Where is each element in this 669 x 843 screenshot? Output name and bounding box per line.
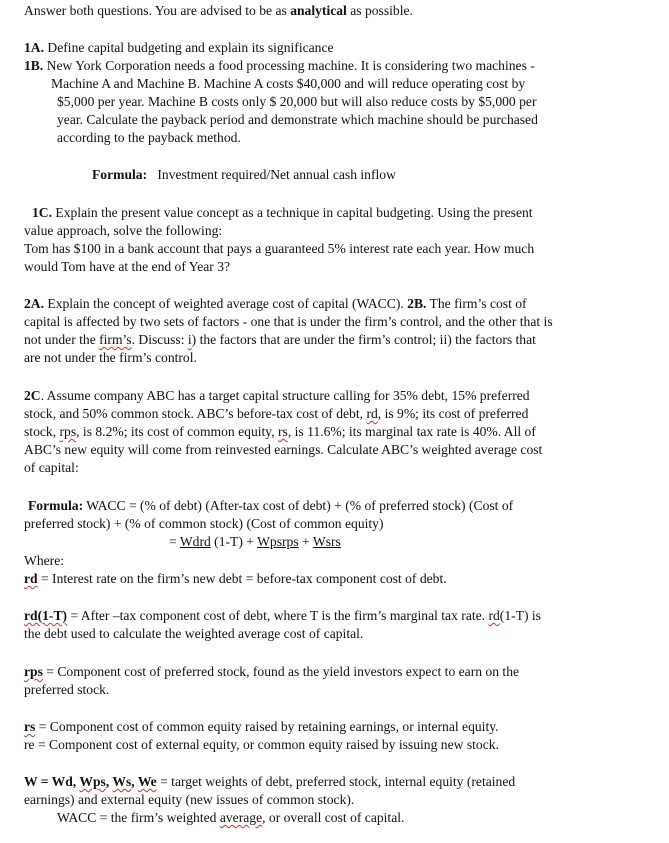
question-2c: 2C. Assume company ABC has a target capital structure calling for 35% debt, 15% preferred stock, and 50% common stock. ABC’s before-tax cost of debt, rd, is 9%; its cost of preferred stock, rps, is 8.2%; its cost of common equity, rs, is 11.6%; its marginal tax rate is 40%. All of ABC’s new equity will come from reinvested earnings. Calculate ABC’s weighted average cost of capital: [24, 388, 543, 475]
instructions: Answer both questions. You are advised to be as analytical as possible. [24, 3, 413, 18]
def-rd-1-t: rd(1-T) = After –tax component cost of debt, where T is the firm’s marginal tax rate. rd(1-T) is the debt used to calculate the weighted average cost of capital. [24, 608, 541, 641]
question-1c: 1C. Explain the present value concept as a technique in capital budgeting. Using the present value approach, solve the following: Tom has $100 in a bank account that pays a guaranteed 5% interest rate each year. How much would Tom have at the end of Year 3? [24, 205, 535, 274]
question-2a-2b: 2A. Explain the concept of weighted average cost of capital (WACC). 2B. The firm’s cost of capital is affected by two sets of factors - one that is under the firm’s control, and the other that is not under the firm’s. Discuss: i) the factors that are under the firm’s control; ii) the factors that are not under the firm’s control. [24, 296, 553, 365]
def-rps: rps = Component cost of preferred stock, found as the yield investors expect to earn on the preferred stock. [24, 664, 520, 697]
payback-formula: Formula: Investment required/Net annual cash inflow [92, 167, 396, 182]
question-1a: 1A. Define capital budgeting and explain its significance [24, 40, 334, 55]
question-1b: 1B. New York Corporation needs a food processing machine. It is considering two machines - Machine A and Machine B. Machine A costs $40,000 and will reduce operating cost by $5,000 per year. Machine B costs only $ 20,000 but will also reduce costs by $5,000 per year. Calculate the payback period and demonstrate which machine should be purchased according to the payback method. [24, 58, 538, 145]
wacc-formula: Formula: WACC = (% of debt) (After-tax cost of debt) + (% of preferred stock) (Cost of preferred stock) + (% of common stock) (Cost of common equity) = Wdrd (1-T) + Wpsrps + Wsrs [24, 498, 514, 549]
def-weights: W = Wd, Wps, Ws, We = target weights of debt, preferred stock, internal equity (retained earnings) and external equity (new issues of common stock). WACC = the firm’s weighted average, or overall cost of capital. [24, 774, 516, 825]
def-rs-re: rs = Component cost of common equity raised by retaining earnings, or internal equity. re = Component cost of external equity, or common equity raised by issuing new stock. [24, 719, 499, 752]
where-definitions: Where: rd = Interest rate on the firm’s new debt = before-tax component cost of debt. [24, 553, 447, 586]
